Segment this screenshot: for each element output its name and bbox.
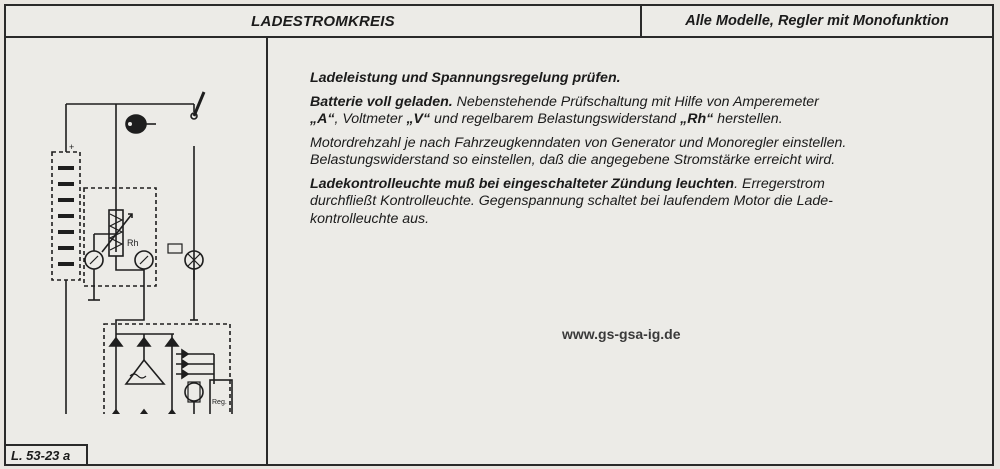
models-label: Alle Modelle, Regler mit Monofunktion [685,13,949,29]
ignition-key-icon [126,115,156,133]
circuit-figure-pane [6,38,268,464]
paragraph-engine-speed: Motordrehzahl je nach Fahrzeugkenndaten von Generator und Monoregler einstellen. Belastungswiderstand so einstellen, daß die angegebene Stromstärke erreicht wird. [310,134,847,168]
paragraph-battery: Batterie voll geladen. Nebenstehende Prüfschaltung mit Hilfe von Amperemeter „A“, Voltmeter „V“ und regelbarem Belastungswiderstand „Rh“ herstellen. [310,93,819,127]
figure-reference: L. 53-23 a [6,444,88,464]
instructions-text [310,70,975,234]
reg-label: Reg. [212,399,227,406]
watermark-url: www.gs-gsa-ig.de [562,326,681,342]
rh-label: Rh [127,238,139,248]
header-row [6,6,992,38]
paragraph-warning-lamp: Ladekontrolleuchte muß bei eingeschalteter Zündung leuchten. Erregerstrom durchfließt Kontrolleuchte. Gegenspannung schaltet bei laufendem Motor die Lade- kontrolleuchte aus. [310,175,833,227]
document-sheet [4,4,994,466]
svg-text:+: + [69,142,75,152]
diode-row-top [110,334,178,354]
heading-text: Ladeleistung und Spannungsregelung prüfen. [310,70,621,86]
diode-row-bottom [110,410,178,414]
section-title: LADESTROMKREIS [6,6,642,36]
charging-circuit-diagram [44,84,244,414]
